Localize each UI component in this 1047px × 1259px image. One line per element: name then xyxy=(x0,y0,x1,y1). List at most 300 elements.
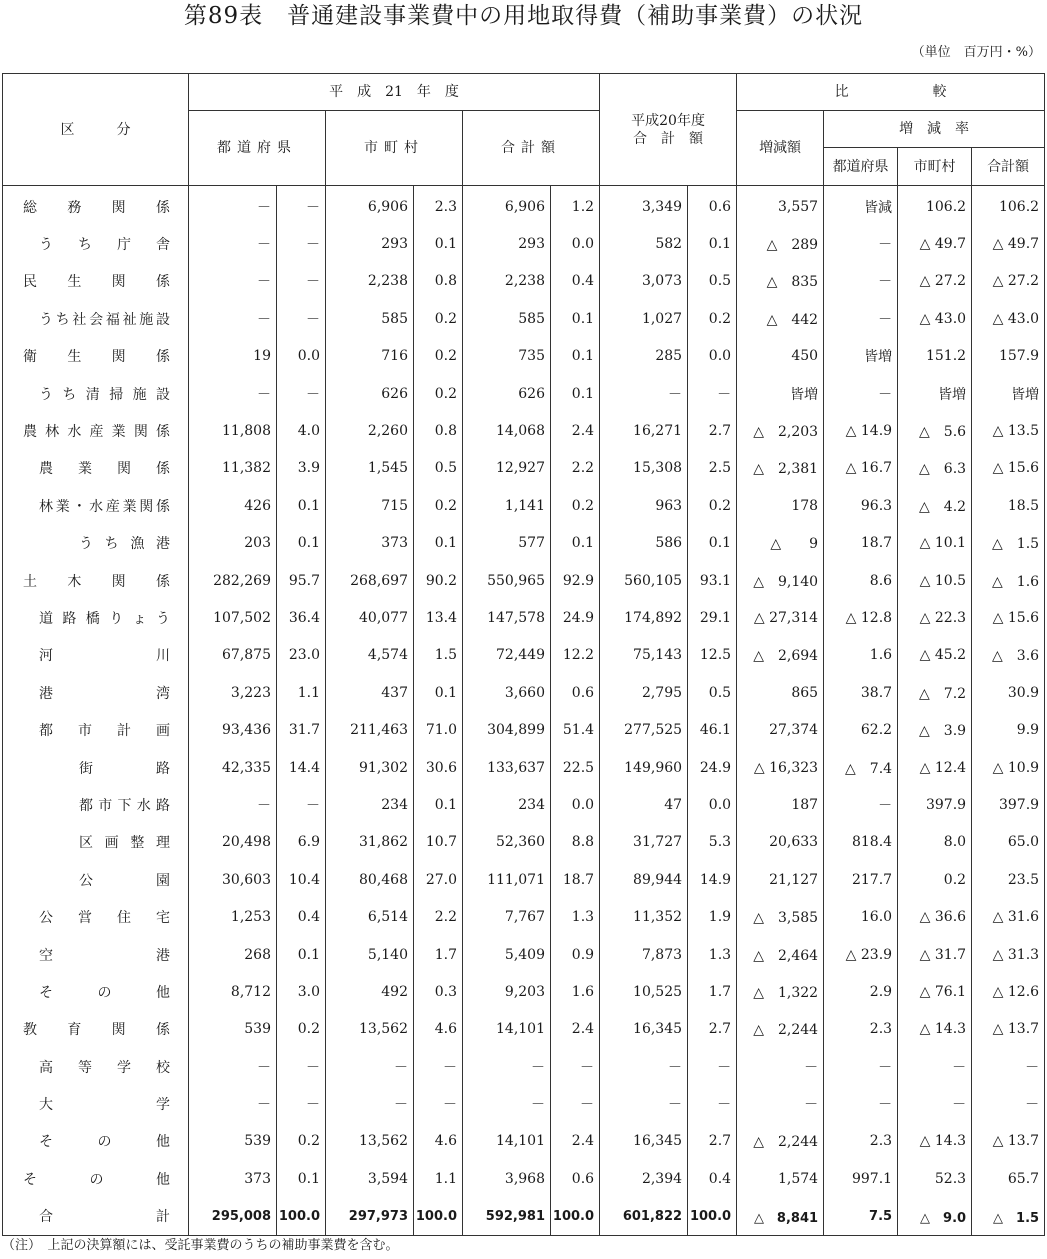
table-cell: － xyxy=(277,225,326,262)
table-row xyxy=(3,263,1045,300)
table-cell: 4.6 xyxy=(414,1011,463,1048)
table-cell: 0.4 xyxy=(688,1160,737,1197)
table-cell: △ 31.3 xyxy=(972,936,1045,973)
table-cell: 1.3 xyxy=(688,936,737,973)
table-cell: 0.0 xyxy=(688,338,737,375)
table-cell: 0.4 xyxy=(551,263,600,300)
table-cell: 1.7 xyxy=(414,936,463,973)
table-cell: － xyxy=(737,1048,824,1085)
table-cell: 203 xyxy=(189,525,277,562)
table-row xyxy=(3,1123,1045,1160)
table-cell: － xyxy=(414,1085,463,1122)
table-cell: － xyxy=(189,375,277,412)
table-cell: 10.4 xyxy=(277,861,326,898)
table-cell: 2.3 xyxy=(414,186,463,226)
table-row xyxy=(3,824,1045,861)
table-cell: △ 1.5 xyxy=(972,525,1045,562)
table-cell: △ 8,841 xyxy=(737,1198,824,1236)
footnote: （注） 上記の決算額には、受託事業費のうちの補助事業費を含む。 xyxy=(2,1238,399,1253)
table-cell: 0.2 xyxy=(414,338,463,375)
table-cell: － xyxy=(972,1048,1045,1085)
table-cell: 282,269 xyxy=(189,562,277,599)
table-cell: △ 31.7 xyxy=(898,936,972,973)
table-cell: 30.6 xyxy=(414,749,463,786)
table-cell: △ 2,464 xyxy=(737,936,824,973)
row-label xyxy=(3,412,189,449)
table-cell: 297,973 xyxy=(326,1198,414,1236)
table-row xyxy=(3,186,1045,226)
table-cell: △ 49.7 xyxy=(898,225,972,262)
table-cell: 0.4 xyxy=(277,898,326,935)
table-cell: 373 xyxy=(326,525,414,562)
table-cell: △ 2,244 xyxy=(737,1011,824,1048)
row-label xyxy=(3,786,189,823)
row-label-text: 総務関係 xyxy=(23,199,170,216)
row-label-text: 空港 xyxy=(39,947,170,964)
table-cell: 2,394 xyxy=(600,1160,688,1197)
table-cell: － xyxy=(824,1085,898,1122)
row-label-text: 土木関係 xyxy=(23,573,170,590)
table-cell: 62.2 xyxy=(824,711,898,748)
row-label xyxy=(3,824,189,861)
table-cell: 397.9 xyxy=(972,786,1045,823)
table-cell: － xyxy=(600,1085,688,1122)
table-cell: 93.1 xyxy=(688,562,737,599)
table-cell: 14,068 xyxy=(463,412,551,449)
row-label-text: 合計 xyxy=(39,1209,170,1226)
table-cell: － xyxy=(688,375,737,412)
row-label xyxy=(3,338,189,375)
table-cell: 818.4 xyxy=(824,824,898,861)
table-cell: 0.3 xyxy=(414,973,463,1010)
table-row xyxy=(3,375,1045,412)
table-cell: 0.1 xyxy=(551,300,600,337)
table-cell: － xyxy=(414,1048,463,1085)
table-cell: － xyxy=(972,1085,1045,1122)
table-cell: △ 289 xyxy=(737,225,824,262)
header-rate-total: 合計額 xyxy=(972,148,1045,186)
table-cell: 1.7 xyxy=(688,973,737,1010)
table-cell: △ 2,203 xyxy=(737,412,824,449)
table-cell: 151.2 xyxy=(898,338,972,375)
table-row xyxy=(3,1048,1045,1085)
row-label-text: 公園 xyxy=(79,872,170,889)
table-cell: 187 xyxy=(737,786,824,823)
table-cell: 217.7 xyxy=(824,861,898,898)
table-cell: 0.1 xyxy=(414,525,463,562)
table-cell: 133,637 xyxy=(463,749,551,786)
unit-label: （単位 百万円・%） xyxy=(911,45,1041,60)
table-cell: － xyxy=(463,1085,551,1122)
table-cell: 1.5 xyxy=(414,637,463,674)
row-label-text: うち社会福祉施設 xyxy=(39,311,170,328)
table-cell: 9,203 xyxy=(463,973,551,1010)
table-cell: 16,271 xyxy=(600,412,688,449)
row-label xyxy=(3,898,189,935)
table-cell: △ 9,140 xyxy=(737,562,824,599)
table-cell: － xyxy=(737,1085,824,1122)
table-cell: 865 xyxy=(737,674,824,711)
table-cell: △ 14.3 xyxy=(898,1123,972,1160)
table-cell: △ 14.9 xyxy=(824,412,898,449)
table-cell: 0.6 xyxy=(551,674,600,711)
table-cell: 3.0 xyxy=(277,973,326,1010)
row-label xyxy=(3,861,189,898)
table-body xyxy=(3,186,1045,1236)
table-cell: 67,875 xyxy=(189,637,277,674)
row-label xyxy=(3,1011,189,1048)
row-label-text: 港湾 xyxy=(39,685,170,702)
table-row xyxy=(3,936,1045,973)
table-row xyxy=(3,338,1045,375)
table-cell: 1,253 xyxy=(189,898,277,935)
table-row xyxy=(3,487,1045,524)
table-cell: 3,073 xyxy=(600,263,688,300)
table-cell: 1.6 xyxy=(551,973,600,1010)
table-cell: 14,101 xyxy=(463,1123,551,1160)
header-rate-muni: 市町村 xyxy=(898,148,972,186)
table-cell: 29.1 xyxy=(688,599,737,636)
table-cell: 735 xyxy=(463,338,551,375)
table-cell: 0.5 xyxy=(688,674,737,711)
table-cell: 2.7 xyxy=(688,412,737,449)
header-muni: 市町村 xyxy=(326,111,463,186)
table-cell: △ 14.3 xyxy=(898,1011,972,1048)
table-cell: 5.3 xyxy=(688,824,737,861)
table-cell: △ 76.1 xyxy=(898,973,972,1010)
table-cell: 24.9 xyxy=(688,749,737,786)
table-cell: 8.6 xyxy=(824,562,898,599)
table-row xyxy=(3,786,1045,823)
table-cell: △ 12.8 xyxy=(824,599,898,636)
table-cell: 2,795 xyxy=(600,674,688,711)
table-row xyxy=(3,973,1045,1010)
table-cell: － xyxy=(189,1048,277,1085)
table-cell: 6.9 xyxy=(277,824,326,861)
table-cell: 111,071 xyxy=(463,861,551,898)
table-cell: 174,892 xyxy=(600,599,688,636)
table-cell: 426 xyxy=(189,487,277,524)
table-cell: △ 9.0 xyxy=(898,1198,972,1236)
table-row xyxy=(3,300,1045,337)
table-cell: 52,360 xyxy=(463,824,551,861)
table-cell: 22.5 xyxy=(551,749,600,786)
table-cell: 585 xyxy=(463,300,551,337)
table-cell: 14.4 xyxy=(277,749,326,786)
table-cell: 36.4 xyxy=(277,599,326,636)
table-cell: 0.1 xyxy=(551,375,600,412)
row-label xyxy=(3,1160,189,1197)
table-cell: 295,008 xyxy=(189,1198,277,1236)
row-label xyxy=(3,186,189,226)
table-cell: △ 9 xyxy=(737,525,824,562)
table-cell: － xyxy=(600,1048,688,1085)
table-cell: 268 xyxy=(189,936,277,973)
table-cell: △ 12.4 xyxy=(898,749,972,786)
table-cell: 0.2 xyxy=(898,861,972,898)
row-label xyxy=(3,225,189,262)
table-cell: 0.1 xyxy=(688,225,737,262)
header-pref: 都道府県 xyxy=(189,111,326,186)
table-cell: △ 12.6 xyxy=(972,973,1045,1010)
table-cell: 52.3 xyxy=(898,1160,972,1197)
table-row xyxy=(3,898,1045,935)
table-cell: 1.6 xyxy=(824,637,898,674)
table-cell: 0.2 xyxy=(277,1011,326,1048)
table-cell: 47 xyxy=(600,786,688,823)
table-cell: 23.5 xyxy=(972,861,1045,898)
table-row xyxy=(3,450,1045,487)
table-cell: 0.5 xyxy=(688,263,737,300)
table-cell: 0.8 xyxy=(414,412,463,449)
table-row xyxy=(3,711,1045,748)
table-cell: 0.2 xyxy=(551,487,600,524)
land-acquisition-table xyxy=(2,73,1045,1236)
row-label-text: 民生関係 xyxy=(23,274,170,291)
table-cell: － xyxy=(824,375,898,412)
row-label xyxy=(3,263,189,300)
table-cell: △ 7.4 xyxy=(824,749,898,786)
table-cell: 585 xyxy=(326,300,414,337)
table-cell: 492 xyxy=(326,973,414,1010)
table-cell: 0.1 xyxy=(277,525,326,562)
row-label xyxy=(3,1085,189,1122)
row-label xyxy=(3,749,189,786)
table-cell: △ 10.5 xyxy=(898,562,972,599)
table-cell: 13,562 xyxy=(326,1123,414,1160)
table-cell: 3,223 xyxy=(189,674,277,711)
table-cell: 0.1 xyxy=(277,487,326,524)
table-cell: 15,308 xyxy=(600,450,688,487)
header-fy20-line1: 平成20年度 xyxy=(631,112,705,129)
table-cell: － xyxy=(824,300,898,337)
table-cell: 20,498 xyxy=(189,824,277,861)
table-cell: 8,712 xyxy=(189,973,277,1010)
table-cell: 21,127 xyxy=(737,861,824,898)
table-cell: 1,141 xyxy=(463,487,551,524)
table-cell: 6,906 xyxy=(326,186,414,226)
table-row xyxy=(3,1160,1045,1197)
table-row xyxy=(3,225,1045,262)
table-cell: 16.0 xyxy=(824,898,898,935)
table-cell: 149,960 xyxy=(600,749,688,786)
table-cell: 0.2 xyxy=(414,375,463,412)
row-label xyxy=(3,1123,189,1160)
table-cell: 2.4 xyxy=(551,1011,600,1048)
table-cell: 31,862 xyxy=(326,824,414,861)
table-cell: 5,140 xyxy=(326,936,414,973)
table-cell: 1,545 xyxy=(326,450,414,487)
table-cell: △ 43.0 xyxy=(972,300,1045,337)
table-cell: 89,944 xyxy=(600,861,688,898)
table-cell: 8.8 xyxy=(551,824,600,861)
table-cell: △ 7.2 xyxy=(898,674,972,711)
table-cell: 285 xyxy=(600,338,688,375)
table-cell: 31.7 xyxy=(277,711,326,748)
table-cell: △ 3.9 xyxy=(898,711,972,748)
table-cell: △ 2,244 xyxy=(737,1123,824,1160)
table-cell: 31,727 xyxy=(600,824,688,861)
table-cell: 0.1 xyxy=(414,786,463,823)
table-cell: 2.2 xyxy=(414,898,463,935)
table-cell: 7,873 xyxy=(600,936,688,973)
table-cell: 107,502 xyxy=(189,599,277,636)
table-cell: 626 xyxy=(463,375,551,412)
table-cell: △ 13.7 xyxy=(972,1011,1045,1048)
table-cell: 27.0 xyxy=(414,861,463,898)
table-cell: 626 xyxy=(326,375,414,412)
table-cell: 293 xyxy=(326,225,414,262)
table-cell: 234 xyxy=(326,786,414,823)
table-cell: 96.3 xyxy=(824,487,898,524)
table-cell: 277,525 xyxy=(600,711,688,748)
table-cell: 18.7 xyxy=(551,861,600,898)
table-cell: 0.1 xyxy=(414,674,463,711)
row-label xyxy=(3,637,189,674)
table-cell: △ 442 xyxy=(737,300,824,337)
table-cell: 157.9 xyxy=(972,338,1045,375)
table-cell: 3,968 xyxy=(463,1160,551,1197)
table-cell: △ 15.6 xyxy=(972,450,1045,487)
row-label-text: 道路橋りょう xyxy=(39,610,170,627)
table-cell: △ 3,585 xyxy=(737,898,824,935)
row-label-text: 河川 xyxy=(39,648,170,665)
table-cell: 皆増 xyxy=(898,375,972,412)
table-cell: 2.9 xyxy=(824,973,898,1010)
row-label-text: 農業関係 xyxy=(39,461,170,478)
table-cell: 7.5 xyxy=(824,1198,898,1236)
row-label xyxy=(3,487,189,524)
table-cell: 3,349 xyxy=(600,186,688,226)
table-cell: 3,594 xyxy=(326,1160,414,1197)
table-cell: 2,238 xyxy=(463,263,551,300)
table-cell: 65.7 xyxy=(972,1160,1045,1197)
table-cell: 100.0 xyxy=(688,1198,737,1236)
table-cell: － xyxy=(326,1048,414,1085)
table-cell: 38.7 xyxy=(824,674,898,711)
table-cell: － xyxy=(277,263,326,300)
total-row xyxy=(3,1198,1045,1236)
table-cell: 268,697 xyxy=(326,562,414,599)
table-cell: △ 27.2 xyxy=(898,263,972,300)
table-cell: 18.5 xyxy=(972,487,1045,524)
table-title: 第89表 普通建設事業費中の用地取得費（補助事業費）の状況 xyxy=(183,3,864,29)
table-row xyxy=(3,637,1045,674)
table-cell: 皆増 xyxy=(824,338,898,375)
table-cell: － xyxy=(551,1048,600,1085)
table-cell: △ 23.9 xyxy=(824,936,898,973)
table-cell: 10.7 xyxy=(414,824,463,861)
table-cell: － xyxy=(898,1048,972,1085)
table-cell: 5,409 xyxy=(463,936,551,973)
table-cell: 13.4 xyxy=(414,599,463,636)
header-kubun: 区 分 xyxy=(3,74,189,186)
row-label xyxy=(3,1198,189,1236)
table-cell: △ 45.2 xyxy=(898,637,972,674)
row-label-text: 街路 xyxy=(79,760,170,777)
table-cell: 皆増 xyxy=(972,375,1045,412)
table-cell: 0.2 xyxy=(688,300,737,337)
table-cell: △ 15.6 xyxy=(972,599,1045,636)
table-cell: 51.4 xyxy=(551,711,600,748)
row-label-text: 都市下水路 xyxy=(79,797,170,814)
table-cell: △ 36.6 xyxy=(898,898,972,935)
row-label-text: 都市計画 xyxy=(39,723,170,740)
table-cell: 14.9 xyxy=(688,861,737,898)
table-cell: 2.5 xyxy=(688,450,737,487)
table-cell: 2.4 xyxy=(551,412,600,449)
table-cell: 19 xyxy=(189,338,277,375)
row-label-text: 公営住宅 xyxy=(39,910,170,927)
row-label xyxy=(3,711,189,748)
table-cell: 2.4 xyxy=(551,1123,600,1160)
row-label-text: うち清掃施設 xyxy=(39,386,170,403)
table-cell: 6,906 xyxy=(463,186,551,226)
header-total: 合計額 xyxy=(463,111,600,186)
table-cell: 23.0 xyxy=(277,637,326,674)
table-cell: △ 2,694 xyxy=(737,637,824,674)
table-cell: 715 xyxy=(326,487,414,524)
table-cell: 2.7 xyxy=(688,1011,737,1048)
table-cell: 75,143 xyxy=(600,637,688,674)
table-cell: △ 27.2 xyxy=(972,263,1045,300)
table-cell: 106.2 xyxy=(898,186,972,226)
table-cell: 20,633 xyxy=(737,824,824,861)
table-cell: 1.9 xyxy=(688,898,737,935)
table-cell: 2.7 xyxy=(688,1123,737,1160)
table-cell: － xyxy=(551,1085,600,1122)
table-cell: 0.1 xyxy=(551,338,600,375)
table-cell: 16,345 xyxy=(600,1011,688,1048)
table-cell: － xyxy=(189,263,277,300)
table-cell: － xyxy=(277,1085,326,1122)
table-cell: △ 43.0 xyxy=(898,300,972,337)
table-cell: △ 1.5 xyxy=(972,1198,1045,1236)
table-cell: 11,352 xyxy=(600,898,688,935)
table-cell: 7,767 xyxy=(463,898,551,935)
header-rate: 増 減 率 xyxy=(824,111,1045,148)
table-cell: 65.0 xyxy=(972,824,1045,861)
table-cell: 27,374 xyxy=(737,711,824,748)
table-cell: － xyxy=(326,1085,414,1122)
table-cell: △ 22.3 xyxy=(898,599,972,636)
table-cell: △ 31.6 xyxy=(972,898,1045,935)
row-label-text: 林業・水産業関係 xyxy=(39,498,170,515)
table-cell: 92.9 xyxy=(551,562,600,599)
table-cell: － xyxy=(600,375,688,412)
table-cell: △ 16,323 xyxy=(737,749,824,786)
table-cell: － xyxy=(824,786,898,823)
table-cell: 560,105 xyxy=(600,562,688,599)
table-cell: 95.7 xyxy=(277,562,326,599)
table-cell: 0.9 xyxy=(551,936,600,973)
table-cell: － xyxy=(189,300,277,337)
table-cell: 93,436 xyxy=(189,711,277,748)
table-cell: － xyxy=(688,1085,737,1122)
table-cell: 4,574 xyxy=(326,637,414,674)
table-header xyxy=(3,74,1045,186)
table-cell: △ 3.6 xyxy=(972,637,1045,674)
table-cell: 0.6 xyxy=(551,1160,600,1197)
table-cell: △ 49.7 xyxy=(972,225,1045,262)
table-cell: 178 xyxy=(737,487,824,524)
table-cell: 6,514 xyxy=(326,898,414,935)
table-row xyxy=(3,412,1045,449)
row-label xyxy=(3,973,189,1010)
table-cell: 1.1 xyxy=(414,1160,463,1197)
table-cell: － xyxy=(824,263,898,300)
table-cell: 0.0 xyxy=(277,338,326,375)
